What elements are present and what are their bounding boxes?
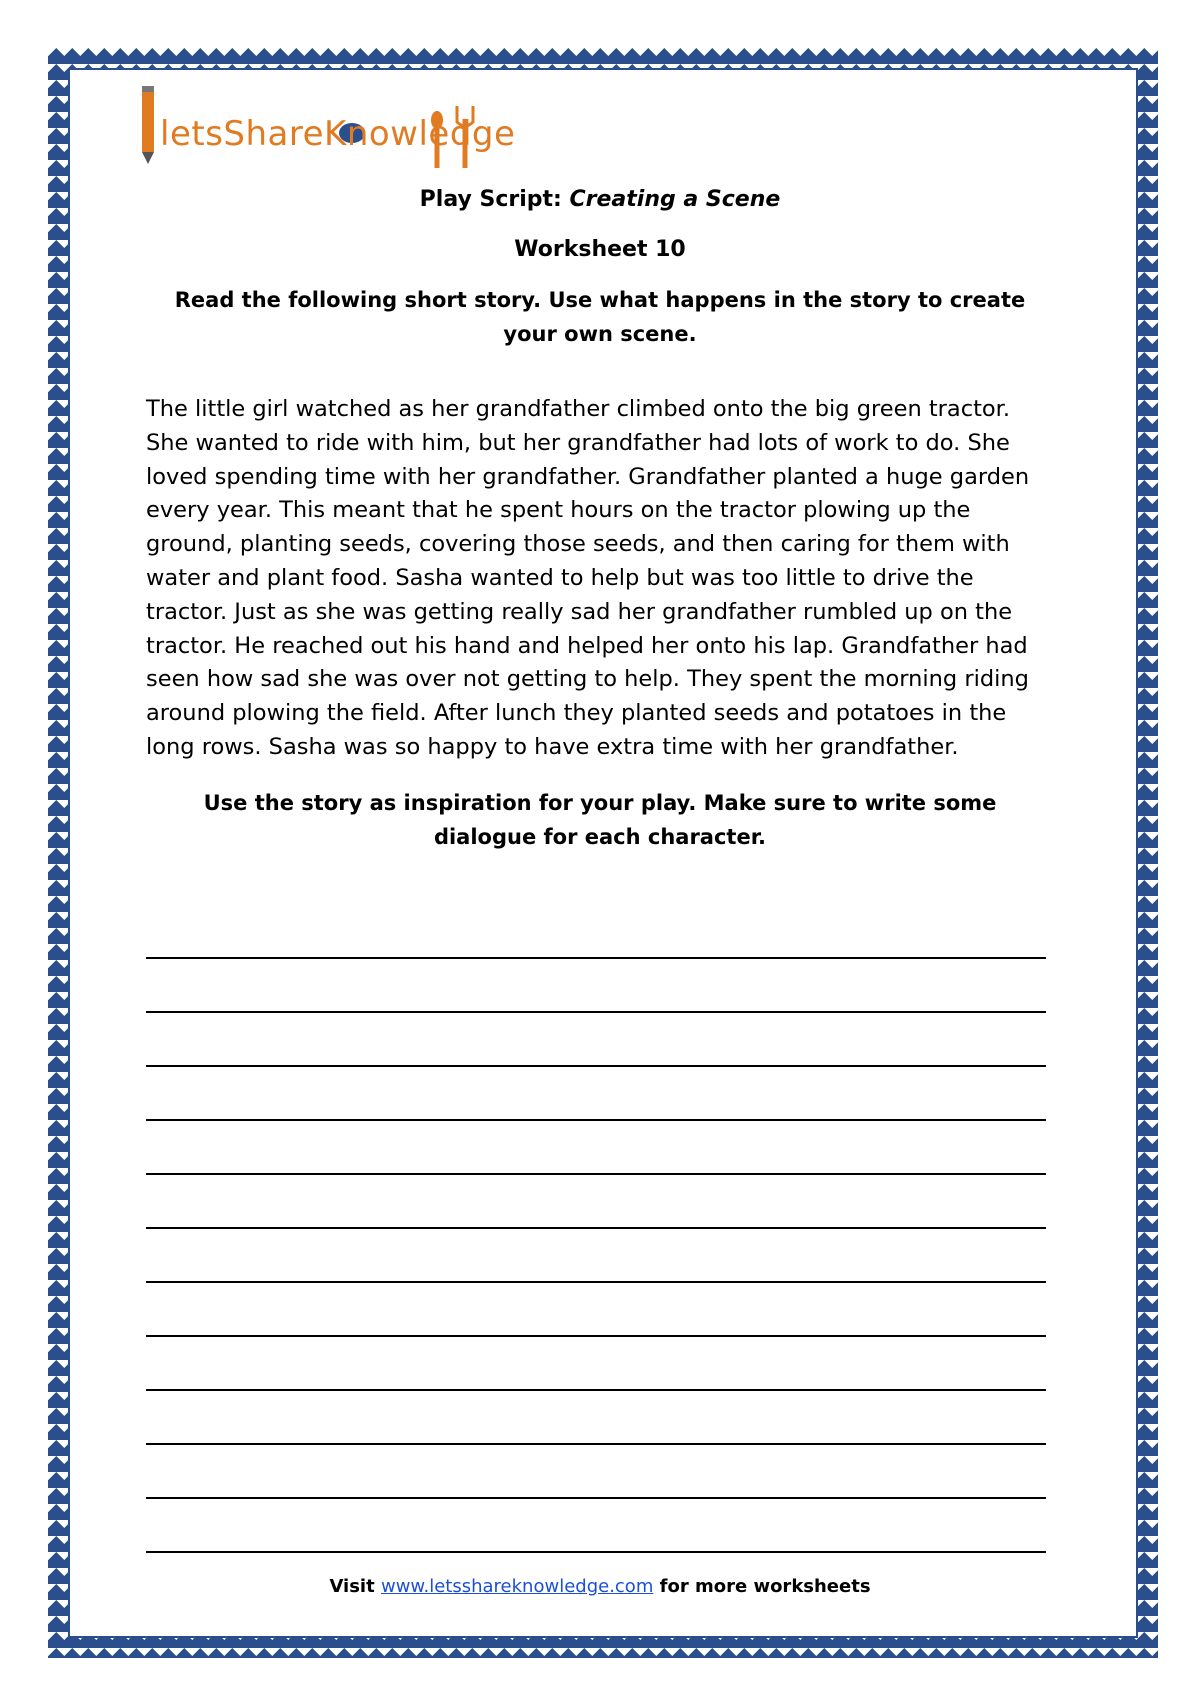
story-line: around plowing the field. After lunch they planted seeds and potatoes in the	[146, 700, 1007, 727]
worksheet-number: Worksheet 10	[514, 237, 686, 262]
writing-line[interactable]	[146, 1229, 1046, 1283]
writing-line[interactable]	[146, 1283, 1046, 1337]
story-line: ground, planting seeds, covering those seeds, and then caring for them with	[146, 531, 1010, 558]
writing-area[interactable]	[146, 905, 1046, 1553]
story-line: water and plant food. Sasha wanted to help but was too little to drive the	[146, 564, 974, 591]
prompt-line: dialogue for each character.	[433, 825, 767, 849]
title-italic: Creating a Scene	[569, 187, 781, 212]
site-logo	[140, 84, 560, 176]
writing-line[interactable]	[146, 1013, 1046, 1067]
writing-line[interactable]	[146, 1391, 1046, 1445]
prompt-line: Use the story as inspiration for your play. Make sure to write some	[203, 791, 997, 815]
writing-line[interactable]	[146, 905, 1046, 959]
instructions-line: Read the following short story. Use what happens in the story to create	[174, 288, 1026, 312]
story-line: every year. This meant that he spent hours on the tractor plowing up the	[146, 497, 971, 524]
writing-prompt	[150, 786, 1050, 854]
story-line: loved spending time with her grandfather. Grandfather planted a huge garden	[146, 463, 1030, 490]
story-line: The little girl watched as her grandfather climbed onto the big green tractor.	[146, 396, 1011, 422]
story-text	[146, 393, 1066, 765]
logo-text: letsShareKnowledge	[160, 114, 516, 154]
footer-suffix: for more worksheets	[653, 1576, 871, 1597]
writing-line[interactable]	[146, 1337, 1046, 1391]
writing-line[interactable]	[146, 1499, 1046, 1553]
writing-line[interactable]	[146, 1445, 1046, 1499]
writing-line[interactable]	[146, 1175, 1046, 1229]
writing-line[interactable]	[146, 1067, 1046, 1121]
story-line: tractor. Just as she was getting really sad her grandfather rumbled up on the	[146, 598, 1013, 625]
title-prefix: Play Script:	[419, 187, 570, 212]
instructions-line: your own scene.	[503, 322, 697, 346]
instructions	[150, 283, 1050, 351]
story-line: She wanted to ride with him, but her grandfather had lots of work to do. She	[146, 429, 1010, 456]
story-line: long rows. Sasha was so happy to have extra time with her grandfather.	[146, 733, 959, 760]
pencil-icon	[142, 90, 154, 152]
footer	[0, 1576, 1200, 1597]
website-link[interactable]: www.letsshareknowledge.com	[380, 1576, 654, 1597]
writing-line[interactable]	[146, 959, 1046, 1013]
footer-prefix: Visit	[329, 1576, 381, 1597]
page-title	[0, 187, 1200, 212]
story-line: seen how sad she was over not getting to help. They spent the morning riding	[146, 666, 1029, 693]
story-line: tractor. He reached out his hand and helped her onto his lap. Grandfather had	[146, 632, 1028, 659]
writing-line[interactable]	[146, 1121, 1046, 1175]
